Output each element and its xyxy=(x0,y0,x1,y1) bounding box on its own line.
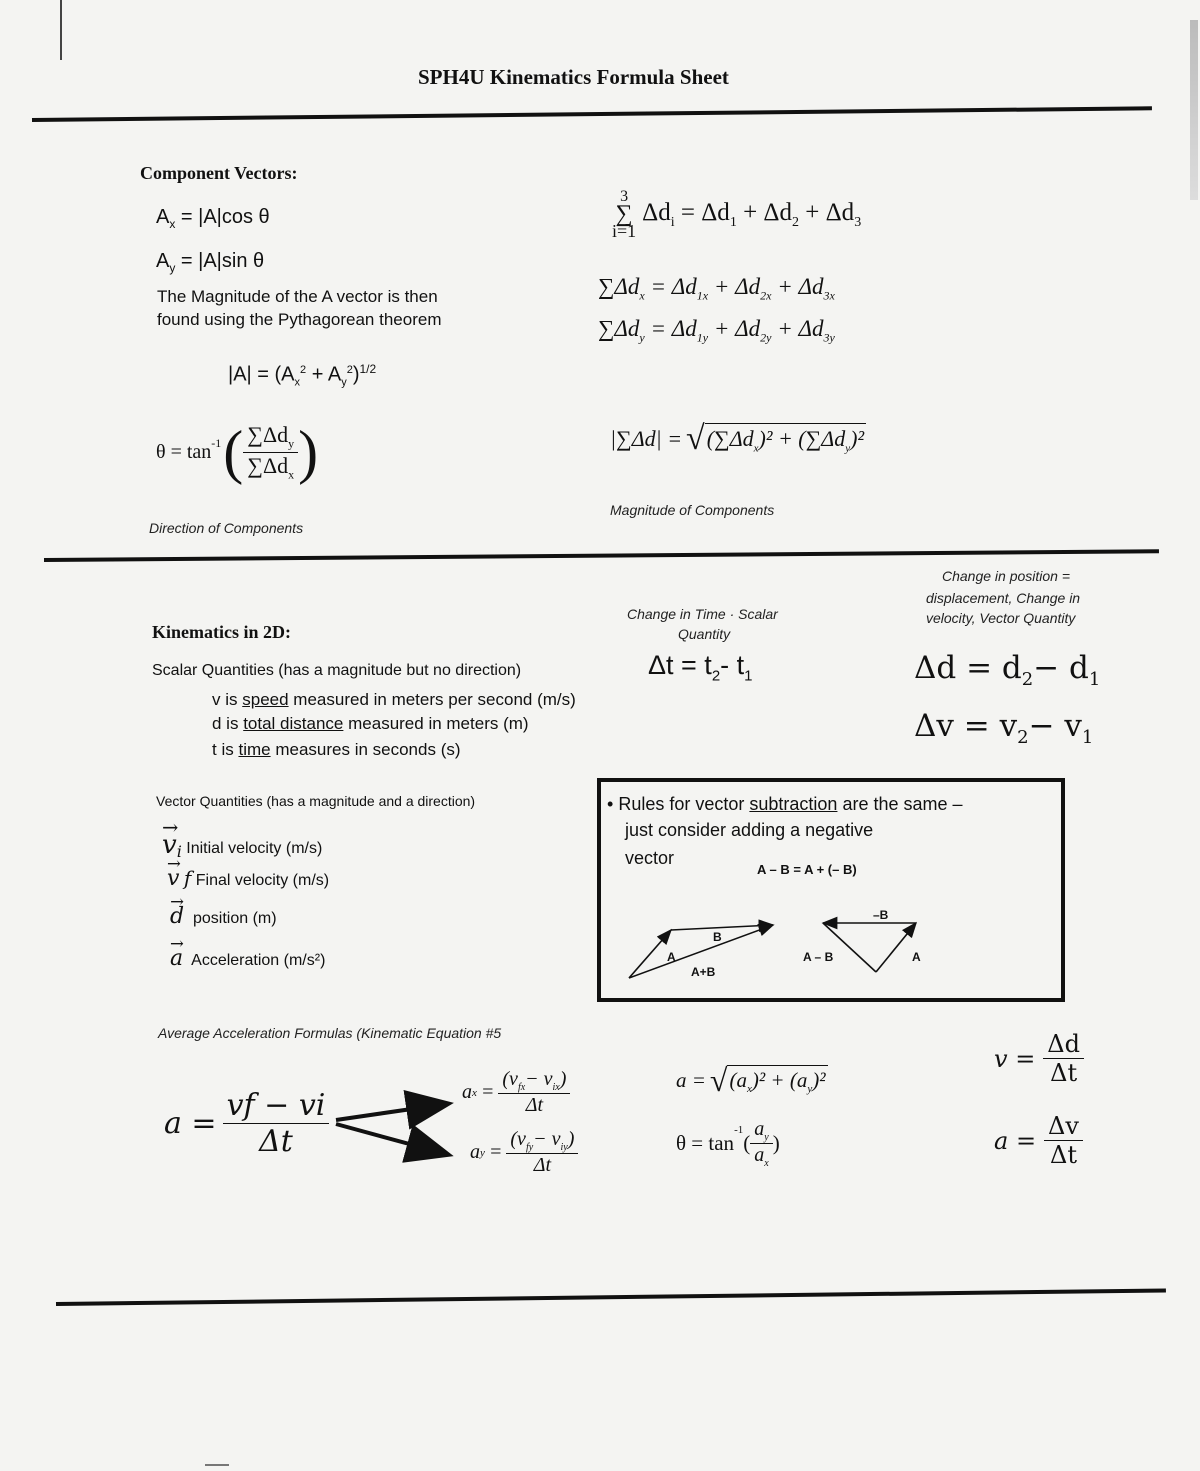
label-a-plus-b: A+B xyxy=(691,965,716,979)
subtraction-line-2: just consider adding a negative xyxy=(625,820,874,840)
time-caption-2: Quantity xyxy=(678,626,731,642)
ax-average-equation: a x = $\frac{(v_{fx}- v_{ix})}{\Delta t}$ xyxy=(462,1068,570,1117)
displacement-equation: $\Delta d = d_2- d_1$ xyxy=(914,650,1101,691)
section-divider-1 xyxy=(44,549,1159,562)
component-vectors-heading: Component Vectors: xyxy=(140,163,298,183)
final-velocity-row: → v f Final velocity (m/s) xyxy=(167,866,329,891)
magnitude-equation: |∑Δd| = √ $(\sum\Delta d_x)^2 + (\sum\Delta d_y)^2$ xyxy=(610,420,865,457)
displacement-caption-3: velocity, Vector Quantity xyxy=(926,610,1076,626)
time-line: t is time measures in seconds (s) xyxy=(212,740,461,759)
time-equation: $\Delta t = t_2-$ $t_1$ xyxy=(648,650,753,685)
displacement-caption-1: Change in position = xyxy=(942,568,1071,584)
page-title: SPH4U Kinematics Formula Sheet xyxy=(418,65,729,89)
average-acceleration-caption: Average Acceleration Formulas (Kinematic Equation #5 xyxy=(158,1025,502,1041)
vector-subtraction-box xyxy=(597,778,1065,1002)
scan-edge-mark xyxy=(205,1464,229,1466)
vector-quantities-title: Vector Quantities (has a magnitude and a direction) xyxy=(156,793,476,809)
scalar-title: Scalar Quantities (has a magnitude but no direction) xyxy=(152,662,522,679)
sum-x-equation: $\sum\Delta d_x = \Delta d_{1x} + \Delta d_{2x} + \Delta d_{3x}$ xyxy=(598,274,835,303)
direction-caption: Direction of Components xyxy=(149,520,304,536)
scan-edge-mark xyxy=(60,0,62,60)
magnitude-text-2: found using the Pythagorean theorem xyxy=(157,310,442,329)
acceleration-magnitude-equation: a = √ $(a_x)^2 + (a_y)^2$ xyxy=(676,1062,826,1098)
time-caption-1: Change in Time · Scalar xyxy=(627,606,778,622)
average-acceleration-equation: a = $\frac{vf - vi}{\Delta t}$ xyxy=(164,1088,329,1159)
vector-diagram xyxy=(601,782,1061,998)
magnitude-caption: Magnitude of Components xyxy=(610,502,775,518)
subtraction-triangle xyxy=(823,923,916,972)
magnitude-text-1: The Magnitude of the A vector is then xyxy=(157,287,438,306)
bottom-divider xyxy=(56,1288,1166,1306)
acceleration-row: → a Acceleration (m/s²) xyxy=(170,946,325,971)
displacement-caption-2: displacement, Change in xyxy=(926,590,1081,606)
label-a-subtraction: A xyxy=(912,950,921,964)
ay-equation: $A_y = |A|\sin$ θ xyxy=(156,250,265,275)
position-row: → d position (m) xyxy=(170,904,277,929)
ax-equation: $A_x = |A|\cos$ θ xyxy=(156,206,270,231)
split-arrows xyxy=(330,1090,470,1180)
initial-velocity-row: → $v_i$ Initial velocity (m/s) xyxy=(162,830,322,861)
direction-equation: θ = tan $^{-1}$ ( $\frac{\sum\Delta d_y}{\sum\Delta d_x}$ ) xyxy=(156,419,319,485)
subtraction-line-3: vector xyxy=(625,848,675,868)
label-a-minus-b: A – B xyxy=(803,950,834,964)
scan-edge-mark xyxy=(1190,20,1198,200)
kinematics-2d-heading: Kinematics in 2D: xyxy=(152,622,291,642)
subtraction-line-1: • Rules for vector subtraction are the same – xyxy=(607,794,963,814)
ay-average-equation: a y = $\frac{(v_{fy}- v_{iy})}{\Delta t}$ xyxy=(470,1128,578,1177)
subtraction-rule: A – B = A + (– B) xyxy=(757,862,857,877)
velocity-change-equation: $\Delta v = v_2- v_1$ xyxy=(914,708,1094,749)
velocity-definition-equation: v = $\frac{\Delta d}{\Delta t}$ xyxy=(994,1030,1084,1087)
label-a-addition: A xyxy=(667,950,676,964)
speed-line: v is speed measured in meters per second (m/s) xyxy=(212,690,576,709)
sum-equation: 3 ∑ i=1 $\Delta d_i = \Delta d_1 + \Delta d_2 + \Delta d_3$ xyxy=(612,188,862,241)
sum-y-equation: $\sum\Delta d_y = \Delta d_{1y} + \Delta d_{2y} + \Delta d_{3y}$ xyxy=(598,316,835,345)
acceleration-direction-equation: θ = tan $^{-1}$ ( $\frac{a_y}{a_x}$ ) xyxy=(676,1118,780,1169)
label-b-addition: B xyxy=(713,930,722,944)
distance-line: d is total distance measured in meters (m) xyxy=(212,714,529,733)
label-negative-b: –B xyxy=(873,908,889,922)
title-divider xyxy=(32,106,1152,122)
acceleration-definition-equation: a = $\frac{\Delta v}{\Delta t}$ xyxy=(994,1112,1083,1169)
pythagorean-equation: $|A| = (A_x^2 + A_y^2)^{1/2}$ xyxy=(228,362,377,389)
